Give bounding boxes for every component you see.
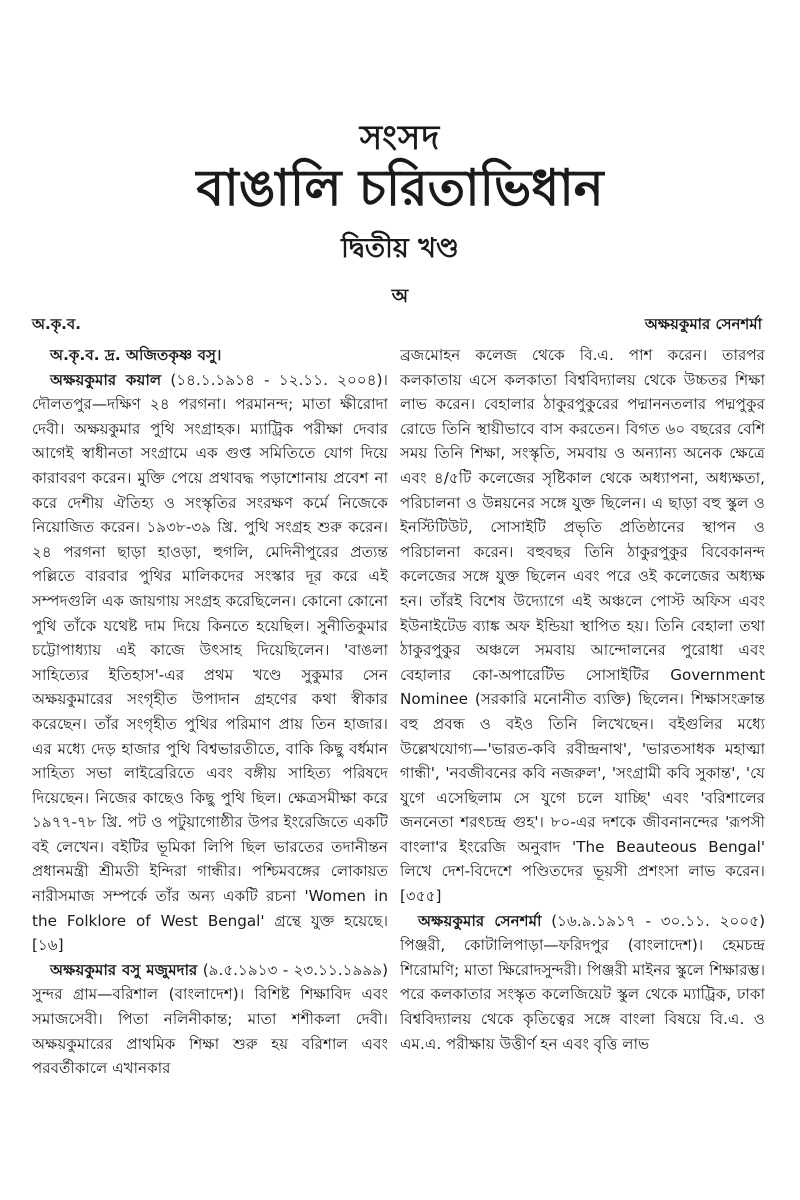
continued-entry-body: ব্রজমোহন কলেজ থেকে বি.এ. পাশ করেন। তারপর কলকাতায় এসে কলকাতা বিশ্ববিদ্যালয় থেকে উচ্চতর শিক্ষা লাভ করেন। বেহালার ঠাকুরপুকুরের পদ্মাননতলার পদ্মপুকুর রোডে তিনি স্থায়ীভাবে বাস করতেন। বিগত ৬০ বছরের বেশি সময় তিনি শিক্ষা, সংস্কৃতি, সমবায় ও অন্যান্য অনেক ক্ষেত্রে এবং ৪/৫টি কলেজের সৃষ্টিকাল থেকে অধ্যাপনা, অধ্যক্ষতা, পরিচালনা ও উন্নয়নের সঙ্গে যুক্ত ছিলেন। এ ছাড়া বহু স্কুল ও ইনস্টিটিউট, সোসাইটি প্রভৃতি প্রতিষ্ঠানের স্থাপন ও পরিচালনা করেন। বহুবছর তিনি ঠাকুরপুকুর বিবেকানন্দ কলেজের সঙ্গে যুক্ত ছিলেন এবং পরে ওই কলেজের অধ্যক্ষ হন। তাঁরই বিশেষ উদ্যোগে এই অঞ্চলে পোস্ট অফিস এবং ইউনাইটেড ব্যাঙ্ক অফ ইন্ডিয়া স্থাপিত হয়। তিনি বেহালা তথা ঠাকুরপুকুর অঞ্চলে সমবায় আন্দোলনের পুরোধা এবং বেহালার কো-অপারেটিভ সোসাইটির Government Nominee (সরকারি মনোনীত ব্যক্তি) ছিলেন। শিক্ষাসংক্রান্ত বহু প্রবন্ধ ও বইও তিনি লিখেছেন। বইগুলির মধ্যে উল্লেখযোগ্য—'ভারত-কবি রবীন্দ্রনাথ', 'ভারতসাধক মহাত্মা গান্ধী', 'নবজীবনের কবি নজরুল', 'সংগ্রামী কবি সুকান্ত', 'যে যুগে এসেছিলাম সে যুগে চলে যাচ্ছি' এবং 'বরিশালের জননেতা শরৎচন্দ্র গুহ'। ৮০-এর দশকে জীবনানন্দের 'রূপসী বাংলা'র ইংরেজি অনুবাদ 'The Beauteous Bengal' লিখে দেশ-বিদেশে পণ্ডিতদের ভূয়সী প্রশংসা লাভ করেন। [৩৫৫] [400, 346, 765, 906]
entry-akshay-sensharma [400, 909, 765, 1057]
book-title: বাঙালি চরিতাভিধান [196, 159, 604, 217]
section-letter: অ [391, 285, 409, 307]
entry-body: (১৬.৯.১৯১৭ - ৩০.১১. ২০০৫) পিঞ্জরী, কোটালিপাড়া—ফরিদপুর (বাংলাদেশ)। হেমচন্দ্র শিরোমণি; মাতা ক্ষিরোদসুন্দরী। পিঞ্জরী মাইনর স্কুলে শিক্ষারম্ভ। পরে কলকাতার সংস্কৃত কলেজিয়েট স্কুল থেকে ম্যাট্রিক, ঢাকা বিশ্ববিদ্যালয় থেকে কৃতিত্বের সঙ্গে বাংলা বিষয়ে বি.এ. ও এম.এ. পরীক্ষায় উত্তীর্ণ হন এবং বৃত্তি লাভ [400, 911, 765, 1053]
left-column [32, 343, 388, 1163]
entry-body: (১৪.১.১৯১৪ - ১২.১১. ২০০৪)। দৌলতপুর—দক্ষিণ ২৪ পরগনা। পরমানন্দ; মাতা ক্ষীরোদা দেবী। অক্ষয়কুমার পুথি সংগ্রাহক। ম্যাট্রিক পরীক্ষা দেবার আগেই স্বাধীনতা সংগ্রামে এক গুপ্ত সমিতিতে যোগ দিয়ে কারাবরণ করেন। মুক্তি পেয়ে প্রথাবদ্ধ পড়াশোনায় প্রবেশ না করে দেশীয় ঐতিহ্য ও সংস্কৃতির সংরক্ষণ কর্মে নিজেকে নিয়োজিত করেন। ১৯৩৮-৩৯ খ্রি. পুথি সংগ্রহ শুরু করেন। ২৪ পরগনা ছাড়া হাওড়া, হুগলি, মেদিনীপুরের প্রত্যন্ত পল্লিতে বারবার পুথির মালিকদের সংস্কার দূর করে এই সম্পদগুলি এক জায়গায় সংগ্রহ করেছিলেন। কোনো কোনো পুথি তাঁকে যথেষ্ট দাম দিয়ে কিনতে হয়েছিল। সুনীতিকুমার চট্টোপাধ্যায় এই কাজে উৎসাহ দিয়েছিলেন। 'বাঙলা সাহিত্যের ইতিহাস'-এর প্রথম খণ্ডে সুকুমার সেন অক্ষয়কুমারের সংগৃহীত উপাদান গ্রহণের কথা স্বীকার করেছেন। তাঁর সংগৃহীত পুথির পরিমাণ প্রায় তিন হাজার। এর মধ্যে দেড় হাজার পুথি বিশ্বভারতীতে, বাকি কিছু বর্ধমান সাহিত্য সভা লাইব্রেরিতে এবং বঙ্গীয় সাহিত্য পরিষদে দিয়েছেন। নিজের কাছেও কিছু পুথি ছিল। ক্ষেত্রসমীক্ষা করে ১৯৭৭-৭৮ খ্রি. পট ও পটুয়াগোষ্ঠীর উপর ইংরেজিতে একটি বই লেখেন। বইটির ভূমিকা লিপি ছিল ভারতের তদানীন্তন প্রধানমন্ত্রী শ্রীমতী ইন্দিরা গান্ধীর। পশ্চিমবঙ্গের লোকায়ত নারীসমাজ সম্পর্কে তাঁর অন্য একটি রচনা 'Women in the Folklore of West Bengal' গ্রন্থে যুক্ত হয়েছে। [১৬] [32, 370, 388, 955]
running-head-left: অ.কৃ.ব. [32, 315, 81, 333]
right-column [400, 343, 765, 1163]
running-head-right: অক্ষয়কুমার সেনশর্মা [644, 315, 762, 333]
publisher-name: সংসদ [359, 118, 441, 158]
entry-headword: অক্ষয়কুমার বসু মজুমদার [50, 960, 198, 979]
entry-headword: অক্ষয়কুমার কয়াল [50, 370, 162, 389]
crossref-entry [32, 343, 388, 368]
crossref-text: অ.কৃ.ব. দ্র. অজিতকৃষ্ণ বসু। [50, 346, 222, 364]
entry-akshay-kayal [32, 368, 388, 958]
entry-body: (৯.৫.১৯১৩ - ২৩.১১.১৯৯৯) সুন্দর গ্রাম—বরিশাল (বাংলাদেশ)। বিশিষ্ট শিক্ষাবিদ এবং সমাজসেবী। পিতা নলিনীকান্ত; মাতা শশীকলা দেবী। অক্ষয়কুমারের প্রাথমিক শিক্ষা শুরু হয় বরিশাল এবং পরবর্তীকালে এখানকার [32, 960, 388, 1078]
entry-akshay-basu-majumdar [32, 958, 388, 1081]
volume-label: দ্বিতীয় খণ্ড [341, 233, 459, 264]
entry-headword: অক্ষয়কুমার সেনশর্মা [418, 911, 542, 930]
